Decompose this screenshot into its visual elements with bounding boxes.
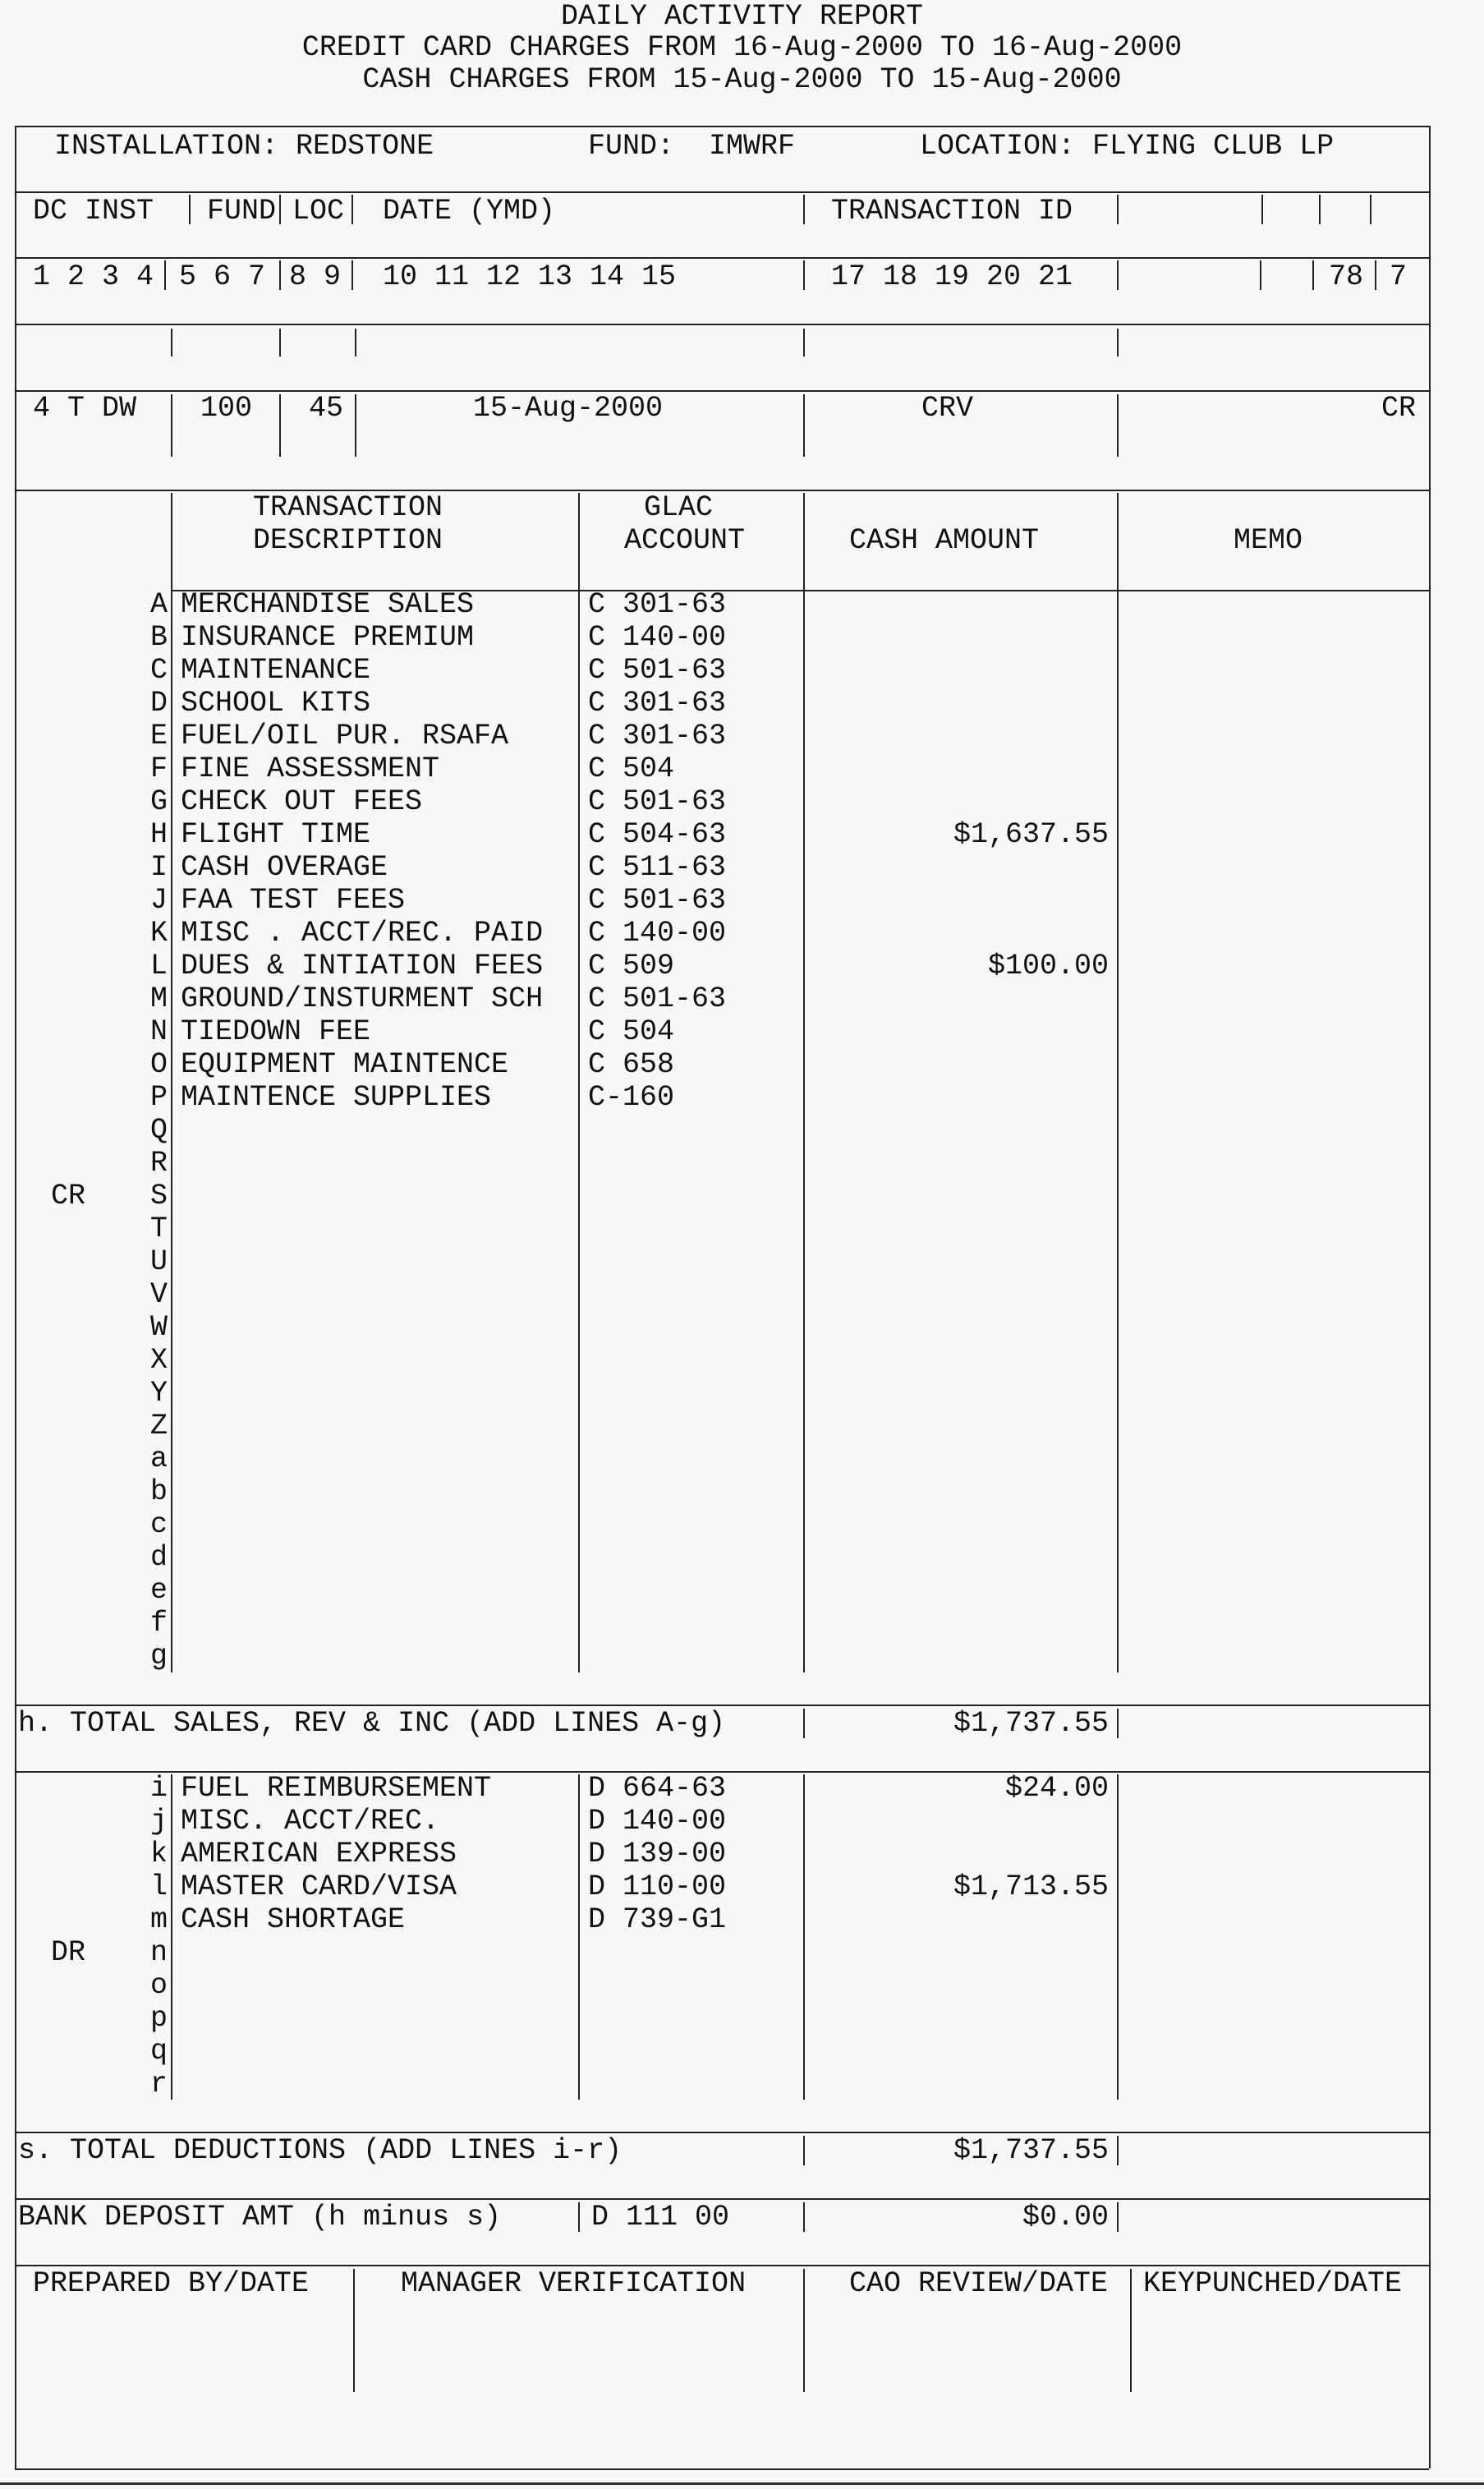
positions-5-7: 5 6 7 [179,260,266,293]
record-loc: 45 [309,392,344,425]
cr-label: CR [51,1180,86,1212]
divider [1260,260,1261,290]
line-letter: J [149,884,168,917]
line-letter: S [149,1180,168,1212]
desc-header-2: DESCRIPTION [253,524,443,557]
divider [1117,2136,1119,2165]
line-letter: M [149,982,168,1015]
line-description: TIEDOWN FEE [181,1015,371,1048]
memo-column-divider [1117,493,1119,1672]
line-letter: I [149,851,168,884]
line-glac-account: C 301-63 [588,720,727,752]
total-deductions-label: s. TOTAL DEDUCTIONS (ADD LINES i-r) [18,2134,623,2167]
divider [279,195,281,224]
line-letter: X [149,1344,168,1377]
divider [1130,2269,1132,2392]
line-letter: k [149,1838,168,1870]
line-glac-account: C 140-00 [588,917,727,950]
line-letter: c [149,1508,168,1541]
fund-label: FUND: IMWRF [588,130,796,163]
positions-7: 7 [1390,260,1408,293]
line-glac-account: C 504 [588,752,675,785]
divider [803,394,805,457]
line-glac-account: C 504 [588,1015,675,1048]
desc-header-1: TRANSACTION [253,491,443,524]
glac-header-2: ACCOUNT [624,524,746,557]
line-glac-account: C 140-00 [588,621,727,654]
line-description: FAA TEST FEES [181,884,406,917]
line-letter: D [149,687,168,720]
line-letter: N [149,1015,168,1048]
divider [1319,195,1321,224]
line-letter: W [149,1311,168,1344]
record-fund: 100 [200,392,253,425]
line-glac-account: C 301-63 [588,687,727,720]
line-glac-account: C-160 [588,1081,675,1114]
line-description: MISC . ACCT/REC. PAID [181,917,544,950]
divider [171,1774,172,2100]
line-description: GROUND/INSTURMENT SCH [181,982,544,1015]
letter-column-divider [171,493,172,1672]
line-description: FLIGHT TIME [181,818,371,851]
positions-78: 78 [1329,260,1364,293]
line-description: MAINTENANCE [181,654,371,687]
divider [803,260,805,290]
line-letter: a [149,1442,168,1475]
line-letter: E [149,720,168,752]
record-dc: 4 T DW [33,392,137,425]
line-letter: G [149,785,168,818]
line-glac-account: D 739-G1 [588,1903,727,1936]
divider [578,2202,580,2232]
line-description: MISC. ACCT/REC. [181,1805,440,1838]
positions-17-21: 17 18 19 20 21 [831,260,1073,293]
line-letter: l [149,1870,168,1903]
left-border [15,126,16,2468]
divider [1312,260,1314,290]
line-description: FUEL REIMBURSEMENT [181,1772,492,1805]
divider [1117,195,1119,224]
divider [164,260,166,290]
installation-label: INSTALLATION: REDSTONE [54,130,434,163]
line-letter: U [149,1245,168,1278]
line-cash-amount: $100.00 [987,950,1109,982]
line-letter: d [149,1541,168,1574]
rule [15,490,1429,491]
line-description: SCHOOL KITS [181,687,371,720]
divider [171,329,172,357]
divider [279,260,281,290]
line-glac-account: C 301-63 [588,588,727,621]
total-sales-label: h. TOTAL SALES, REV & INC (ADD LINES A-g) [18,1707,726,1740]
report-title: DAILY ACTIVITY REPORT [560,0,924,33]
divider [803,2202,805,2232]
line-letter: F [149,752,168,785]
cash-column-divider [803,493,805,1672]
line-letter: m [149,1903,168,1936]
rule [15,191,1429,193]
dr-label: DR [51,1936,86,1969]
line-description: FUEL/OIL PUR. RSAFA [181,720,509,752]
line-cash-amount: $1,713.55 [953,1870,1109,1903]
bank-deposit-label: BANK DEPOSIT AMT (h minus s) [18,2201,502,2234]
dc-inst-header: DC INST [33,195,154,228]
divider [355,394,356,457]
line-glac-account: C 504-63 [588,818,727,851]
line-letter: g [149,1640,168,1672]
line-description: FINE ASSESSMENT [181,752,440,785]
rule [15,2132,1429,2133]
divider [1117,1774,1119,2100]
rule [15,126,1429,127]
line-letter: H [149,818,168,851]
keypunched-label: KEYPUNCHED/DATE [1143,2267,1403,2300]
divider [803,1709,805,1738]
divider [803,2269,805,2392]
manager-verification-label: MANAGER VERIFICATION [401,2267,747,2300]
line-letter: L [149,950,168,982]
rule [15,2468,1429,2470]
record-type: CR [1381,392,1417,425]
positions-10-15: 10 11 12 13 14 15 [383,260,677,293]
line-letter: O [149,1048,168,1081]
divider [1375,260,1376,290]
rule [15,324,1429,325]
total-sales-amount: $1,737.55 [953,1707,1109,1740]
line-glac-account: C 501-63 [588,654,727,687]
loc-header: LOC [292,195,345,228]
location-label: LOCATION: FLYING CLUB LP [920,130,1335,163]
positions-1-4: 1 2 3 4 [33,260,154,293]
line-description: CHECK OUT FEES [181,785,423,818]
prepared-by-label: PREPARED BY/DATE [33,2267,310,2300]
line-letter: n [149,1936,168,1969]
positions-8-9: 8 9 [289,260,342,293]
line-glac-account: C 501-63 [588,884,727,917]
line-description: INSURANCE PREMIUM [181,621,475,654]
divider [1261,195,1263,224]
divider [279,394,281,457]
bank-deposit-amount: $0.00 [1022,2201,1109,2234]
fund-header: FUND [207,195,277,228]
divider [1117,1709,1119,1738]
line-description: MAINTENCE SUPPLIES [181,1081,492,1114]
divider [355,329,356,357]
credit-charges-line: CREDIT CARD CHARGES FROM 16-Aug-2000 TO 16-Aug-2000 [301,31,1183,64]
line-description: CASH SHORTAGE [181,1903,406,1936]
line-description: AMERICAN EXPRESS [181,1838,457,1870]
divider [1117,2202,1119,2232]
total-deductions-amount: $1,737.55 [953,2134,1109,2167]
divider [351,260,353,290]
divider [803,2136,805,2165]
line-letter: o [149,1969,168,2002]
divider [279,329,281,357]
line-glac-account: C 511-63 [588,851,727,884]
divider [578,1774,580,2100]
record-transaction-id: CRV [921,392,974,425]
line-description: MERCHANDISE SALES [181,588,475,621]
line-cash-amount: $1,637.55 [953,818,1109,851]
cao-review-label: CAO REVIEW/DATE [849,2267,1109,2300]
line-letter: A [149,588,168,621]
bank-deposit-glac: D 111 00 [591,2201,730,2234]
date-header: DATE (YMD) [383,195,556,228]
line-letter: V [149,1278,168,1311]
rule [15,2198,1429,2200]
line-letter: P [149,1081,168,1114]
line-letter: C [149,654,168,687]
line-glac-account: D 664-63 [588,1772,727,1805]
divider [803,329,805,357]
line-letter: Y [149,1377,168,1410]
line-letter: r [149,2068,168,2100]
divider [353,2269,355,2392]
line-letter: q [149,2035,168,2068]
line-letter: R [149,1147,168,1180]
line-glac-account: D 110-00 [588,1870,727,1903]
line-glac-account: D 139-00 [588,1838,727,1870]
line-letter: e [149,1574,168,1607]
line-letter: Z [149,1410,168,1442]
divider [351,195,353,224]
divider [189,195,191,224]
line-glac-account: C 509 [588,950,675,982]
line-glac-account: C 658 [588,1048,675,1081]
line-cash-amount: $24.00 [1004,1772,1109,1805]
rule [15,1705,1429,1706]
line-description: DUES & INTIATION FEES [181,950,544,982]
line-letter: K [149,917,168,950]
cash-amount-header: CASH AMOUNT [849,524,1040,557]
rule [15,2265,1429,2266]
divider [1370,195,1371,224]
line-letter: f [149,1607,168,1640]
divider [171,394,172,457]
line-letter: b [149,1475,168,1508]
line-description: CASH OVERAGE [181,851,388,884]
line-letter: Q [149,1114,168,1147]
line-letter: T [149,1212,168,1245]
right-border [1429,126,1431,2468]
record-date: 15-Aug-2000 [473,392,664,425]
divider [1117,394,1119,457]
glac-column-divider [578,493,580,1672]
line-glac-account: C 501-63 [588,982,727,1015]
glac-header-1: GLAC [644,491,714,524]
divider [1117,260,1119,290]
line-letter: B [149,621,168,654]
cash-charges-line: CASH CHARGES FROM 15-Aug-2000 TO 15-Aug-2000 [362,63,1122,96]
line-letter: j [149,1805,168,1838]
line-glac-account: C 501-63 [588,785,727,818]
divider [803,195,805,224]
rule [15,257,1429,259]
line-description: MASTER CARD/VISA [181,1870,457,1903]
line-letter: p [149,2002,168,2035]
line-glac-account: D 140-00 [588,1805,727,1838]
divider [803,1774,805,2100]
divider [1117,329,1119,357]
memo-header: MEMO [1234,524,1303,557]
line-letter: i [149,1772,168,1805]
page-bottom-edge [0,2482,1484,2485]
line-description: EQUIPMENT MAINTENCE [181,1048,509,1081]
transaction-id-header: TRANSACTION ID [831,195,1073,228]
